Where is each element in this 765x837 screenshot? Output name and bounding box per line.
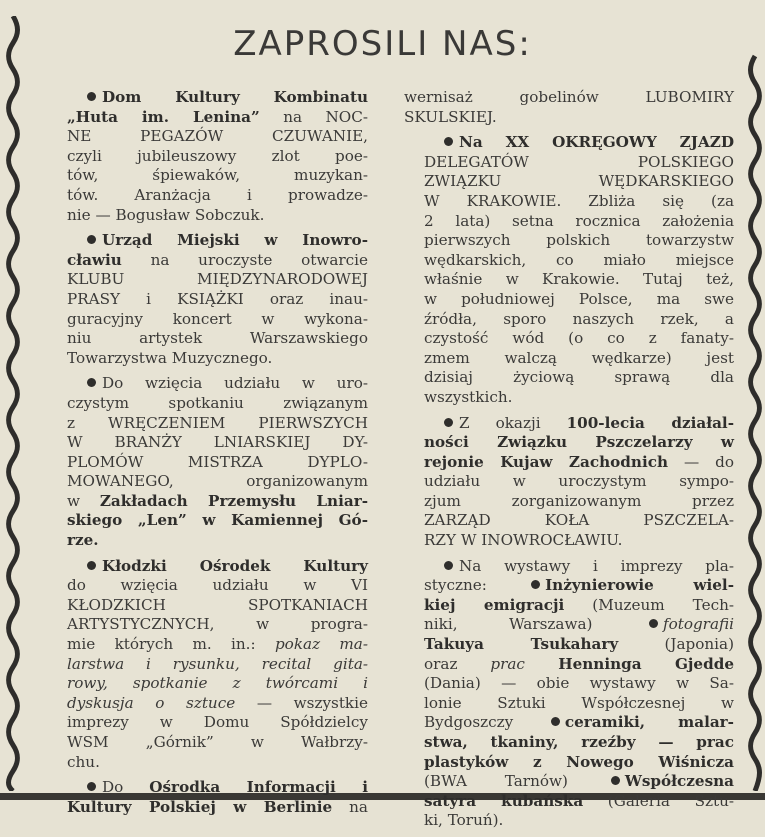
wavy-border-right-icon <box>748 16 762 791</box>
bullet-icon <box>444 418 453 427</box>
bullet-icon <box>87 378 96 387</box>
item-zjazd-wedkarski: Na XX OKRĘGOWY ZJAZD DELEGATÓW POLSKIEGO ZWIĄZKU WĘDKARSKIEGO W KRAKOWIE. Zbliża się (za 2 lata) setna rocznica założenia pierwszych polskich towarzystw wędkarskich, co miało miejsce właśnie w Krakowie. Tutaj też, w południowej Polsce, ma swe źródła, sporo naszych rzek, a czystość wód (o co z fanaty- zmem walczą wędkarze) jest dzisiaj życiową sprawą dla wszystkich. <box>424 133 734 406</box>
bullet-icon <box>444 561 453 570</box>
item-dom-kultury: Dom Kultury Kombinatu „Huta im. Lenina” na NOC- NE PEGAZÓW CZUWANIE, czyli jubileuszowy zlot poe- tów, śpiewaków, muzykan- tów. Aranżacja i prowadze- nie — Bogusław Sobczuk. <box>67 88 368 224</box>
item-klodzki-osrodek: Kłodzki Ośrodek Kultury do wzięcia udziału w VI KŁODZKICH SPOTKANIACH ARTYSTYCZNYCH, w progra- mie których m. in.: pokaz ma- larstwa i rysunku, recital gita- rowy, spotkanie z twórcami i dyskusja o sztuce — wszystkie imprezy w Domu Spółdzielcy WSM „Górnik” w Wałbrzy- chu. <box>67 556 368 771</box>
item-pszczelarze: Z okazji 100-lecia działal- ności Związku Pszczelarzy w rejonie Kujaw Zachodnich — do udziału w uroczystym sympo- zjum zorganizowanym przez ZARZĄD KOŁA PSZCZELA- RZY W INOWROCŁAWIU. <box>424 413 734 550</box>
page-title: ZAPROSILI NAS: <box>233 24 532 64</box>
bullet-icon <box>87 561 96 570</box>
item-urzad-miejski: Urząd Miejski w Inowro- cławiu na uroczyste otwarcie KLUBU MIĘDZYNARODOWEJ PRASY i KSIĄŻKI oraz inau- guracyjny koncert w wykona- niu artystek Warszawskiego Towarzystwa Muzycznego. <box>67 231 368 367</box>
bullet-icon <box>444 137 453 146</box>
bullet-icon <box>87 92 96 101</box>
right-column <box>404 88 734 837</box>
bullet-icon <box>531 580 540 589</box>
bullet-icon <box>87 235 96 244</box>
item-berlin: Do Ośrodka Informacji i Kultury Polskiej w Berlinie na <box>67 778 368 816</box>
bullet-icon <box>551 717 560 726</box>
item-lniarskie-dyplomy: Do wzięcia udziału w uro- czystym spotkaniu związanym z WRĘCZENIEM PIERWSZYCH W BRANŻY LNIARSKIEJ DY- PLOMÓW MISTRZA DYPLO- MOWANEGO, organizowanym w Zakładach Przemysłu Lniar- skiego „Len” w Kamiennej Gó- rze. <box>67 374 368 550</box>
item-wystawy: Na wystawy i imprezy pla- styczne: Inżynierowie wiel- kiej emigracji (Muzeum Tech- niki, Warszawa) fotografii Takuya Tsukahary (Japonia) oraz prac Henninga Gjedde (Dania) — obie wystawy w Sa- lonie Sztuki Współczesnej w Bydgoszczy ceramiki, malar- stwa, tkaniny, rzeźby — prac plastyków z Nowego Wiśnicza (BWA Tarnów) Współczesna satyra kubańska (Galeria Sztu- ki, Toruń). <box>424 556 734 830</box>
bullet-icon <box>649 619 658 628</box>
left-column <box>47 88 368 823</box>
item-berlin-continued: wernisaż gobelinów LUBOMIRY SKULSKIEJ. <box>404 88 734 126</box>
bullet-icon <box>87 782 96 791</box>
wavy-border-left-icon <box>6 16 20 791</box>
bullet-icon <box>611 776 620 785</box>
